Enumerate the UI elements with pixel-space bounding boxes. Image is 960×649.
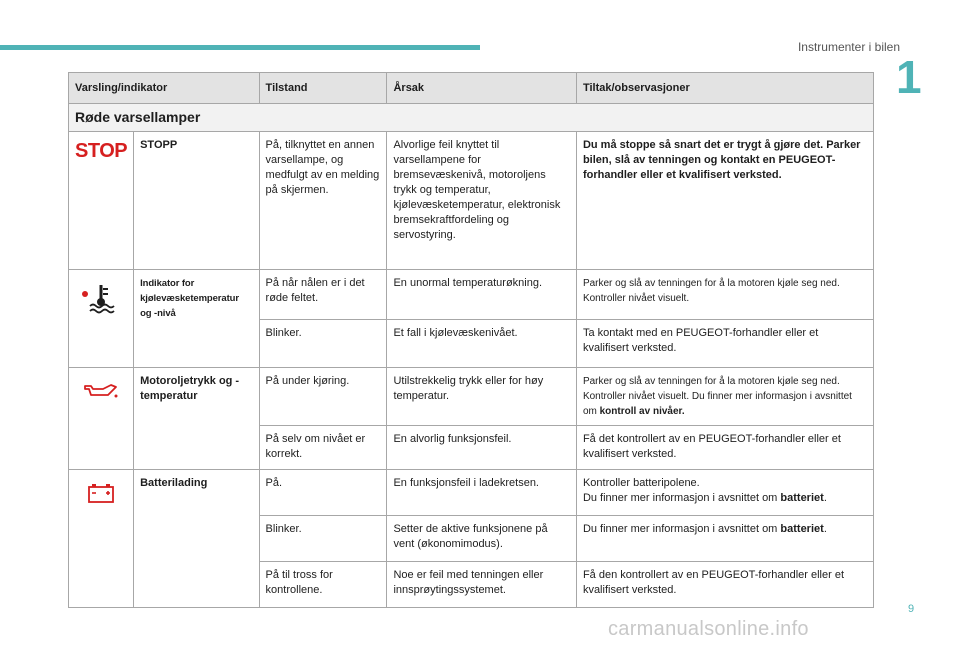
state-cell: Blinker. — [259, 320, 387, 368]
indicator-name: Motoroljetrykk og -temperatur — [134, 368, 259, 470]
action-text: Kontroller batteripolene. — [582, 477, 700, 489]
table-header-row — [69, 73, 874, 104]
cause-cell: Noe er feil med tenningen eller innsprøytingssystemet. — [387, 562, 576, 608]
action-text: Parker og slå av tenningen for å la motoren kjøle seg ned. Kontroller nivået visuelt. Du finner mer informasjon i avsnittet om — [582, 376, 852, 417]
oil-can-icon-graphic — [82, 380, 120, 400]
col-header-action: Tiltak/observasjoner — [576, 73, 873, 104]
action-text: Du finner mer informasjon i avsnittet om — [582, 492, 781, 504]
stop-icon-label: STOP — [75, 140, 128, 162]
chapter-number: 1 — [896, 51, 922, 103]
cause-cell: En funksjonsfeil i ladekretsen. — [387, 470, 576, 516]
table-row — [69, 470, 874, 516]
oil-pressure-icon — [69, 368, 134, 470]
cause-cell: En alvorlig funksjonsfeil. — [387, 426, 576, 470]
state-cell: På selv om nivået er korrekt. — [259, 426, 387, 470]
table-row — [69, 132, 874, 270]
action-punct: . — [823, 523, 827, 535]
coolant-temperature-icon — [69, 270, 134, 368]
page-number: 9 — [908, 603, 915, 615]
cause-cell: En unormal temperaturøkning. — [387, 270, 576, 320]
action-link-battery: batteriet — [780, 523, 824, 535]
action-link-levels: kontroll av nivåer. — [599, 406, 685, 417]
cause-cell: Setter de aktive funksjonene på vent (økonomimodus). — [387, 516, 576, 562]
section-title-red-lamps: Røde varsellamper — [69, 104, 874, 132]
action-cell — [576, 470, 873, 516]
table-row — [69, 270, 874, 320]
warning-lamps-table — [68, 72, 874, 608]
watermark: carmanualsonline.info — [608, 618, 809, 640]
state-cell: Blinker. — [259, 516, 387, 562]
indicator-name: STOPP — [134, 132, 259, 270]
action-text: Du finner mer informasjon i avsnittet om — [582, 523, 781, 535]
section-title: Instrumenter i bilen — [797, 40, 900, 54]
state-cell: På til tross for kontrollene. — [259, 562, 387, 608]
table-row — [69, 368, 874, 426]
col-header-state: Tilstand — [259, 73, 387, 104]
action-cell: Få den kontrollert av en PEUGEOT-forhandler eller et kvalifisert verksted. — [576, 562, 873, 608]
battery-icon — [69, 470, 134, 608]
col-header-cause: Årsak — [387, 73, 576, 104]
state-cell: På, tilknyttet en annen varsellampe, og medfulgt av en melding på skjermen. — [259, 132, 387, 270]
state-cell: På. — [259, 470, 387, 516]
indicator-name: Indikator for kjølevæsketemperatur og -nivå — [134, 270, 259, 368]
action-cell: Du må stoppe så snart det er trygt å gjøre det. Parker bilen, slå av tenningen og kontakt en PEUGEOT- forhandler eller et kvalifisert verksted. — [576, 132, 873, 270]
indicator-name: Batterilading — [134, 470, 259, 608]
action-cell: Parker og slå av tenningen for å la motoren kjøle seg ned. Kontroller nivået visuelt. — [576, 270, 873, 320]
col-header-indicator: Varsling/indikator — [69, 73, 260, 104]
action-punct: . — [823, 492, 827, 504]
section-row — [69, 104, 874, 132]
cause-cell: Utilstrekkelig trykk eller for høy temperatur. — [387, 368, 576, 426]
action-cell — [576, 516, 873, 562]
action-cell: Få det kontrollert av en PEUGEOT-forhandler eller et kvalifisert verksted. — [576, 426, 873, 470]
cause-cell: Et fall i kjølevæskenivået. — [387, 320, 576, 368]
state-cell: På under kjøring. — [259, 368, 387, 426]
cause-cell: Alvorlige feil knyttet til varsellampene for bremsevæskenivå, motoroljens trykk og temperatur, kjølevæsketemperatur, elektronisk bremsekraftfordeling og servostyring. — [387, 132, 576, 270]
state-cell: På når nålen er i det røde feltet. — [259, 270, 387, 320]
header-accent-bar — [0, 45, 480, 50]
stop-icon — [69, 132, 134, 270]
coolant-temperature-icon-graphic — [79, 282, 123, 316]
battery-icon-graphic — [86, 482, 116, 504]
action-link-battery: batteriet — [780, 492, 824, 504]
action-cell — [576, 368, 873, 426]
action-cell: Ta kontakt med en PEUGEOT-forhandler eller et kvalifisert verksted. — [576, 320, 873, 368]
